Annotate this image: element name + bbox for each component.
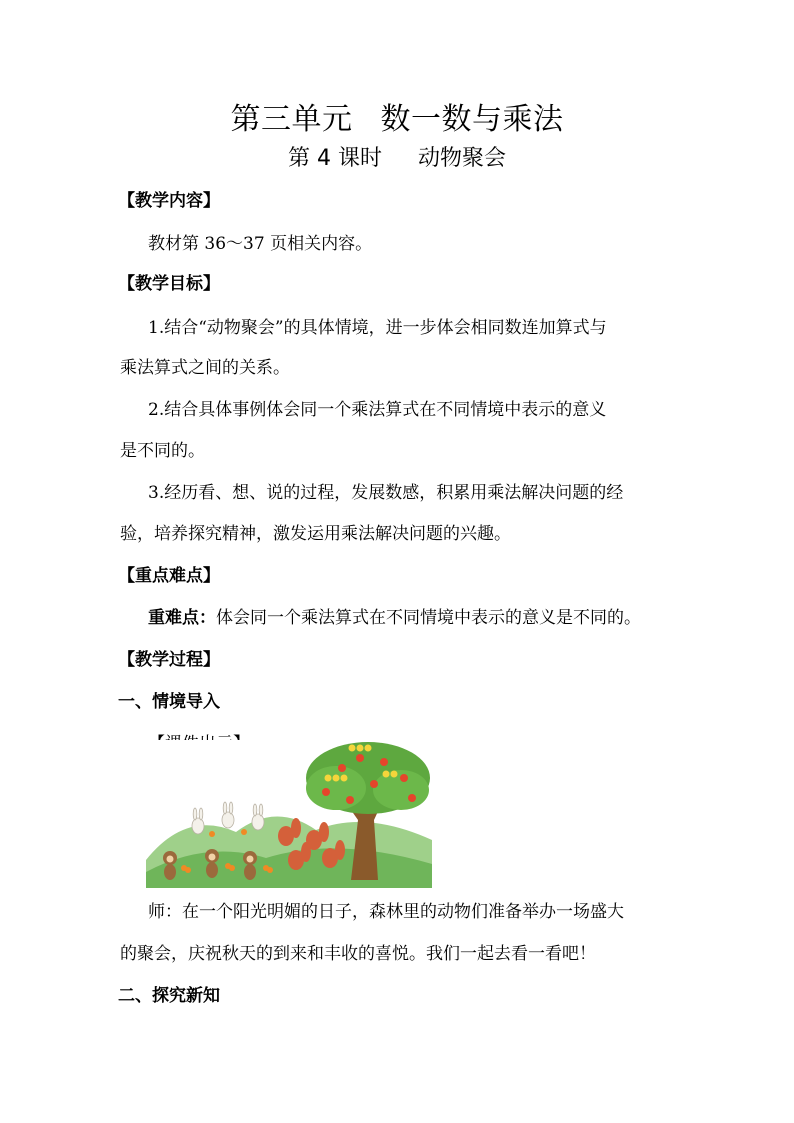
step2-heading: 二、探究新知 (118, 986, 220, 1006)
process-heading: 【教学过程】 (118, 650, 220, 670)
content-text: 教材第 36～37 页相关内容。 (148, 234, 373, 254)
goal1-line2: 乘法算式之间的关系。 (120, 358, 290, 378)
teacher-line1: 师：在一个阳光明媚的日子，森林里的动物们准备举办一场盛大 (148, 902, 624, 922)
lesson-name: 动物聚会 (417, 146, 506, 171)
key-line (148, 605, 641, 631)
teacher-line2: 的聚会，庆祝秋天的到来和丰收的喜悦。我们一起去看一看吧！ (120, 944, 596, 964)
lesson-number: 第 4 课时 (288, 146, 382, 171)
content-heading: 【教学内容】 (118, 191, 220, 211)
key-heading: 【重点难点】 (118, 566, 220, 586)
goal3-line2: 验，培养探究精神，激发运用乘法解决问题的兴趣。 (120, 524, 511, 544)
goal2-line2: 是不同的。 (120, 441, 205, 461)
goal3-line1: 3.经历看、想、说的过程，发展数感，积累用乘法解决问题的经 (148, 483, 624, 503)
animal-party-illustration (146, 740, 432, 888)
unit-title-part2: 数一数与乘法 (380, 102, 564, 137)
lesson-subtitle (0, 143, 794, 175)
step1-heading: 一、情境导入 (118, 692, 220, 712)
key-text: 体会同一个乘法算式在不同情境中表示的意义是不同的。 (216, 608, 641, 628)
goal1-line1: 1.结合“动物聚会”的具体情境，进一步体会相同数连加算式与 (148, 318, 607, 338)
key-label: 重难点： (148, 608, 216, 628)
unit-title-part1: 第三单元 (230, 102, 353, 137)
goal2-line1: 2.结合具体事例体会同一个乘法算式在不同情境中表示的意义 (148, 400, 607, 420)
goals-heading: 【教学目标】 (118, 274, 220, 294)
unit-title (0, 98, 794, 142)
